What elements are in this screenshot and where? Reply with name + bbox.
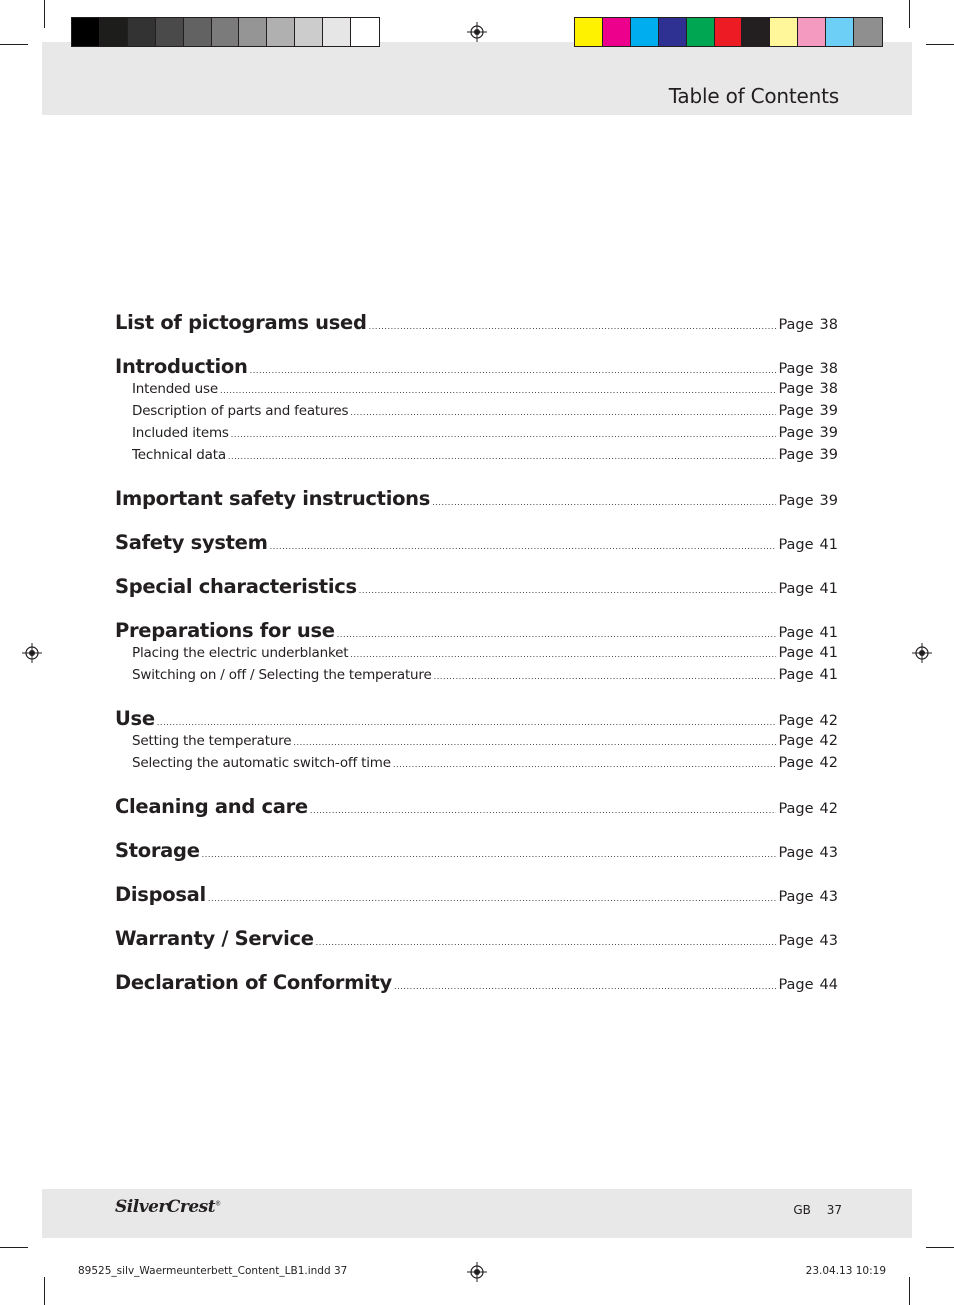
page-word: Page xyxy=(778,845,814,861)
page-title: Table of Contents xyxy=(668,84,839,108)
toc-section-label: Safety system xyxy=(115,531,268,554)
page-word: Page xyxy=(778,493,814,509)
slug-file-info: 89525_silv_Waermeunterbett_Content_LB1.indd 37 xyxy=(78,1265,348,1277)
toc-section xyxy=(115,531,838,557)
crop-mark xyxy=(44,0,45,28)
dot-leader xyxy=(220,386,777,395)
crop-mark xyxy=(909,1277,910,1305)
toc-subsection-label: Switching on / off / Selecting the temperature xyxy=(132,667,432,683)
crop-mark xyxy=(926,1247,954,1248)
dot-leader xyxy=(208,894,777,903)
page-number-ref: 42 xyxy=(819,713,838,729)
color-swatch xyxy=(742,18,770,46)
toc-subsection xyxy=(115,447,838,469)
page-number-ref: 41 xyxy=(819,581,838,597)
page-word: Page xyxy=(778,667,814,683)
page-reference xyxy=(778,625,838,641)
toc-subsection-label: Intended use xyxy=(132,381,218,397)
toc-section xyxy=(115,707,838,733)
page-word: Page xyxy=(778,537,814,553)
page-word: Page xyxy=(778,361,814,377)
toc-subsection xyxy=(115,381,838,403)
page-reference xyxy=(778,317,838,333)
color-swatch xyxy=(267,18,295,46)
page-word: Page xyxy=(778,625,814,641)
color-swatch xyxy=(323,18,351,46)
toc-subsection xyxy=(115,733,838,755)
page-word: Page xyxy=(778,733,814,749)
registration-mark-icon xyxy=(22,643,42,663)
crop-mark xyxy=(0,1247,28,1248)
page-word: Page xyxy=(778,425,814,441)
color-swatch xyxy=(631,18,659,46)
toc-section xyxy=(115,311,838,337)
dot-leader xyxy=(434,672,777,681)
color-swatch xyxy=(659,18,687,46)
page-number-ref: 43 xyxy=(819,889,838,905)
registration-mark-icon xyxy=(467,22,487,42)
color-swatch xyxy=(295,18,323,46)
page-word: Page xyxy=(778,317,814,333)
toc-subsection-label: Setting the temperature xyxy=(132,733,292,749)
color-swatch xyxy=(854,18,882,46)
page-word: Page xyxy=(778,933,814,949)
toc-section xyxy=(115,971,838,997)
crop-mark xyxy=(926,44,954,45)
page-number-ref: 41 xyxy=(819,667,838,683)
registration-mark-icon xyxy=(467,1262,487,1282)
dot-leader xyxy=(350,650,776,659)
page-word: Page xyxy=(778,645,814,661)
page-reference xyxy=(778,493,838,509)
toc-subsection-label: Technical data xyxy=(132,447,226,463)
page-number-ref: 39 xyxy=(819,493,838,509)
page-word: Page xyxy=(778,403,814,419)
toc-section-label: Introduction xyxy=(115,355,248,378)
color-swatch xyxy=(212,18,240,46)
crop-mark xyxy=(909,0,910,28)
toc-section-label: Disposal xyxy=(115,883,206,906)
page-word: Page xyxy=(778,447,814,463)
page-word: Page xyxy=(778,581,814,597)
toc-section-label: Use xyxy=(115,707,155,730)
page-number-ref: 38 xyxy=(819,381,838,397)
slug-date-info: 23.04.13 10:19 xyxy=(805,1265,886,1277)
toc-section xyxy=(115,487,838,513)
dot-leader xyxy=(316,938,777,947)
grayscale-color-bar xyxy=(71,17,380,47)
dot-leader xyxy=(157,718,777,727)
page-reference xyxy=(778,537,838,553)
page-number-ref: 42 xyxy=(819,755,838,771)
page-number-ref: 44 xyxy=(819,977,838,993)
toc-section xyxy=(115,575,838,601)
toc-section-label: Cleaning and care xyxy=(115,795,308,818)
toc-section-label: Warranty / Service xyxy=(115,927,314,950)
page-number-ref: 43 xyxy=(819,933,838,949)
registration-mark-icon xyxy=(912,643,932,663)
toc-subsection-label: Description of parts and features xyxy=(132,403,349,419)
page-reference xyxy=(778,889,838,905)
language-code: GB xyxy=(793,1203,811,1217)
page-number-ref: 43 xyxy=(819,845,838,861)
page-reference xyxy=(778,403,838,419)
page-number-ref: 41 xyxy=(819,625,838,641)
color-swatch xyxy=(184,18,212,46)
dot-leader xyxy=(231,430,777,439)
page-number-ref: 42 xyxy=(819,733,838,749)
color-swatch xyxy=(798,18,826,46)
page-reference xyxy=(778,733,838,749)
color-swatch xyxy=(603,18,631,46)
process-color-bar xyxy=(574,17,883,47)
dot-leader xyxy=(432,498,776,507)
page-number-ref: 38 xyxy=(819,361,838,377)
table-of-contents xyxy=(115,311,838,997)
page-word: Page xyxy=(778,381,814,397)
page-reference xyxy=(778,801,838,817)
crop-mark xyxy=(44,1277,45,1305)
toc-subsection xyxy=(115,755,838,777)
dot-leader xyxy=(359,586,777,595)
page-number: 37 xyxy=(826,1203,842,1217)
page-reference xyxy=(778,845,838,861)
color-swatch xyxy=(72,18,100,46)
page-reference xyxy=(778,933,838,949)
toc-section xyxy=(115,927,838,953)
dot-leader xyxy=(228,452,777,461)
registered-mark: ® xyxy=(215,1200,221,1208)
dot-leader xyxy=(270,542,777,551)
toc-subsection xyxy=(115,667,838,689)
page-word: Page xyxy=(778,713,814,729)
page-number-ref: 39 xyxy=(819,447,838,463)
dot-leader xyxy=(394,982,776,991)
toc-section-label: Storage xyxy=(115,839,200,862)
toc-section-label: Important safety instructions xyxy=(115,487,431,510)
page-number-ref: 39 xyxy=(819,403,838,419)
page-reference xyxy=(778,381,838,397)
toc-subsection xyxy=(115,645,838,667)
toc-subsection xyxy=(115,425,838,447)
page-reference xyxy=(778,645,838,661)
page-reference xyxy=(778,581,838,597)
toc-section xyxy=(115,795,838,821)
page-word: Page xyxy=(778,977,814,993)
page-reference xyxy=(778,977,838,993)
page-reference xyxy=(778,361,838,377)
logo-text: SilverCrest xyxy=(115,1197,216,1217)
dot-leader xyxy=(369,322,777,331)
page-number-ref: 41 xyxy=(819,645,838,661)
toc-subsection-label: Placing the electric underblanket xyxy=(132,645,349,661)
page-number-ref: 38 xyxy=(819,317,838,333)
page-number-ref: 41 xyxy=(819,537,838,553)
toc-section-label: Special characteristics xyxy=(115,575,357,598)
dot-leader xyxy=(250,366,777,375)
toc-section-label: Preparations for use xyxy=(115,619,335,642)
toc-section xyxy=(115,883,838,909)
toc-section xyxy=(115,619,838,645)
page-word: Page xyxy=(778,801,814,817)
page-reference xyxy=(778,755,838,771)
toc-subsection-label: Included items xyxy=(132,425,229,441)
page-reference xyxy=(778,713,838,729)
color-swatch xyxy=(575,18,603,46)
dot-leader xyxy=(202,850,777,859)
color-swatch xyxy=(128,18,156,46)
dot-leader xyxy=(293,738,776,747)
color-swatch xyxy=(351,18,379,46)
dot-leader xyxy=(350,408,776,417)
page-reference xyxy=(778,447,838,463)
color-swatch xyxy=(100,18,128,46)
page-number-ref: 42 xyxy=(819,801,838,817)
crop-mark xyxy=(0,44,28,45)
page-word: Page xyxy=(778,889,814,905)
page-info xyxy=(781,1203,842,1217)
page-reference xyxy=(778,425,838,441)
toc-section xyxy=(115,839,838,865)
toc-subsection-label: Selecting the automatic switch-off time xyxy=(132,755,391,771)
toc-section-label: Declaration of Conformity xyxy=(115,971,392,994)
color-swatch xyxy=(715,18,743,46)
toc-section xyxy=(115,355,838,381)
toc-section-label: List of pictograms used xyxy=(115,311,367,334)
dot-leader xyxy=(393,760,777,769)
page-number-ref: 39 xyxy=(819,425,838,441)
silvercrest-logo xyxy=(115,1197,221,1217)
color-swatch xyxy=(826,18,854,46)
page-word: Page xyxy=(778,755,814,771)
color-swatch xyxy=(156,18,184,46)
color-swatch xyxy=(770,18,798,46)
color-swatch xyxy=(687,18,715,46)
page-reference xyxy=(778,667,838,683)
dot-leader xyxy=(310,806,777,815)
toc-subsection xyxy=(115,403,838,425)
dot-leader xyxy=(337,630,777,639)
color-swatch xyxy=(239,18,267,46)
